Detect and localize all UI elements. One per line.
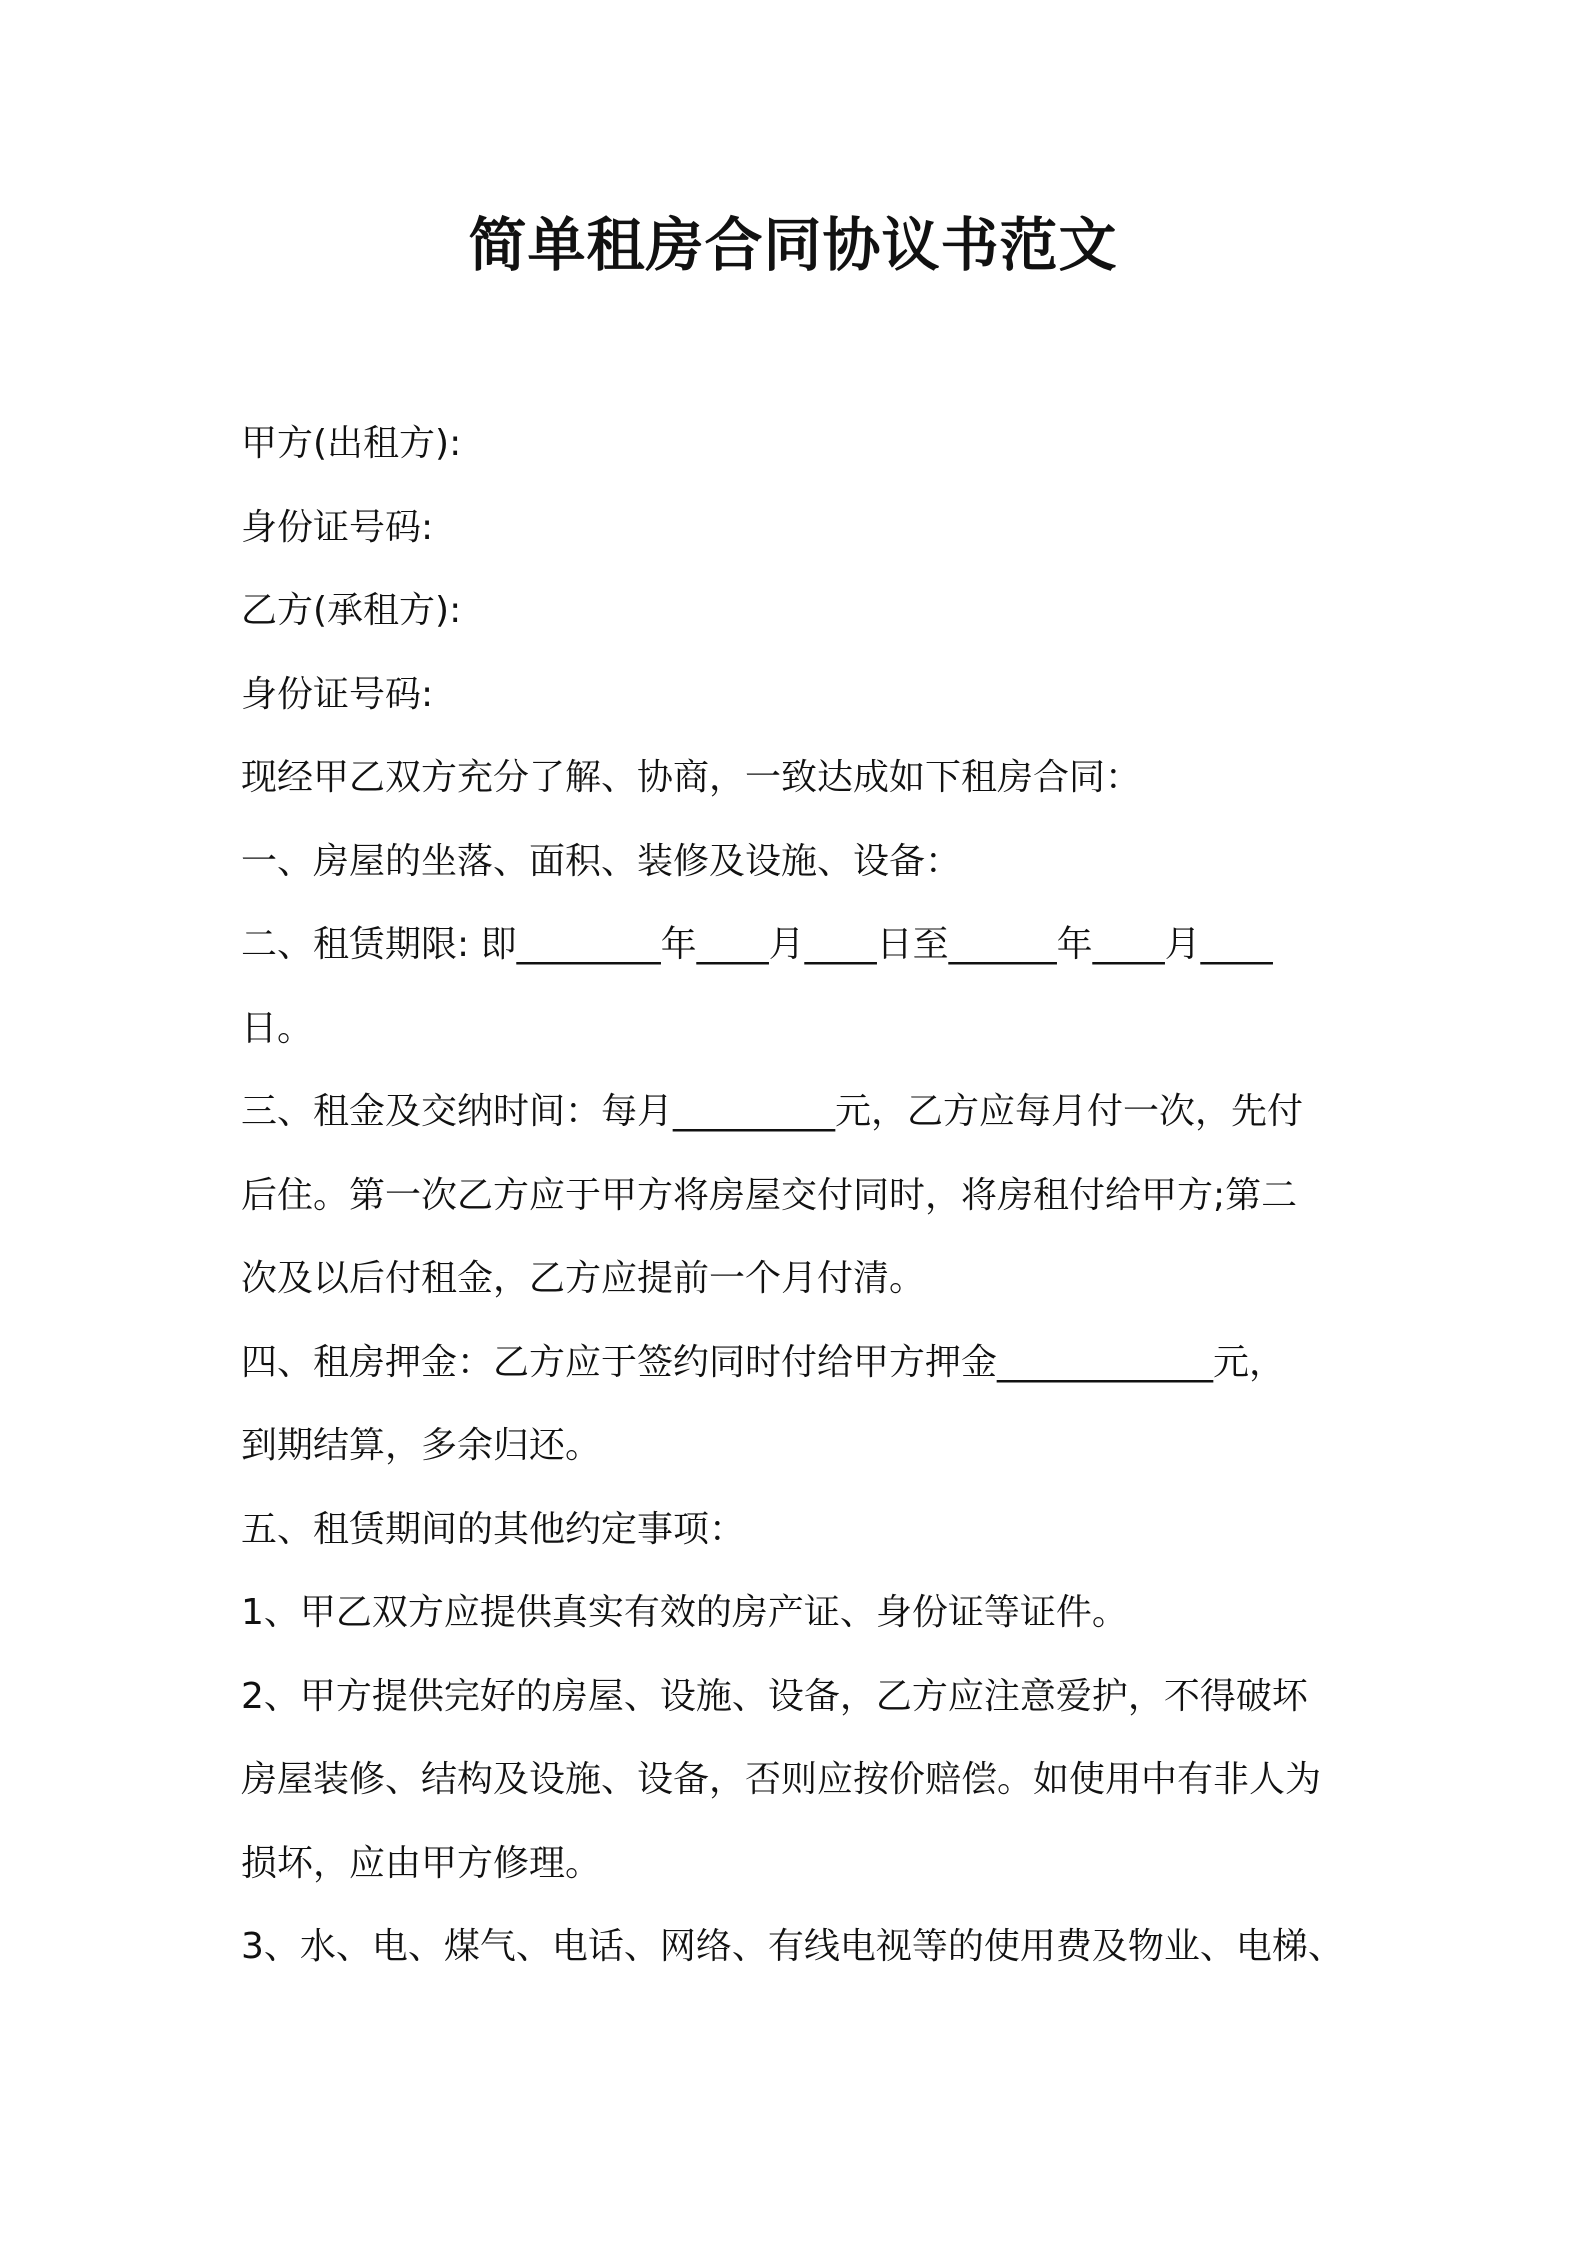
item-1-line: 1、甲乙双方应提供真实有效的房产证、身份证等证件。 [241, 1592, 1128, 1633]
clause-5-heading: 五、租赁期间的其他约定事项： [241, 1508, 746, 1550]
party-a-line: 甲方(出租方): [241, 423, 462, 464]
document-title: 简单租房合同协议书范文 [468, 211, 1118, 279]
clause-3-line-1: 三、租金及交纳时间：每月_________元，乙方应每月付一次，先付 [241, 1091, 1304, 1132]
clause-2-line-2: 日。 [241, 1007, 314, 1049]
party-a-id-line: 身份证号码: [241, 506, 434, 548]
clause-4-line-2: 到期结算，多余归还。 [241, 1425, 602, 1466]
clause-4-line-1: 四、租房押金：乙方应于签约同时付给甲方押金____________元， [241, 1341, 1286, 1383]
party-b-line: 乙方(承租方): [241, 590, 462, 631]
clause-1-heading: 一、房屋的坐落、面积、装修及设施、设备： [241, 840, 962, 882]
party-b-id-line: 身份证号码: [241, 673, 434, 715]
clause-3-line-3: 次及以后付租金，乙方应提前一个月付清。 [241, 1258, 926, 1299]
item-2-line-1: 2、甲方提供完好的房屋、设施、设备，乙方应注意爱护，不得破坏 [241, 1675, 1308, 1717]
item-2-line-3: 损坏，应由甲方修理。 [241, 1842, 602, 1884]
item-2-line-2: 房屋装修、结构及设施、设备，否则应按价赔偿。如使用中有非人为 [241, 1759, 1322, 1800]
document-body [241, 402, 1361, 1989]
clause-2-line-1: 二、租赁期限: 即________年____月____日至______年____月____ [241, 924, 1273, 965]
clause-3-line-2: 后住。第一次乙方应于甲方将房屋交付同时，将房租付给甲方;第二 [241, 1174, 1298, 1216]
agreement-intro-line: 现经甲乙双方充分了解、协商，一致达成如下租房合同： [241, 757, 1142, 798]
item-3-line-1: 3、水、电、煤气、电话、网络、有线电视等的使用费及物业、电梯、 [241, 1926, 1344, 1967]
